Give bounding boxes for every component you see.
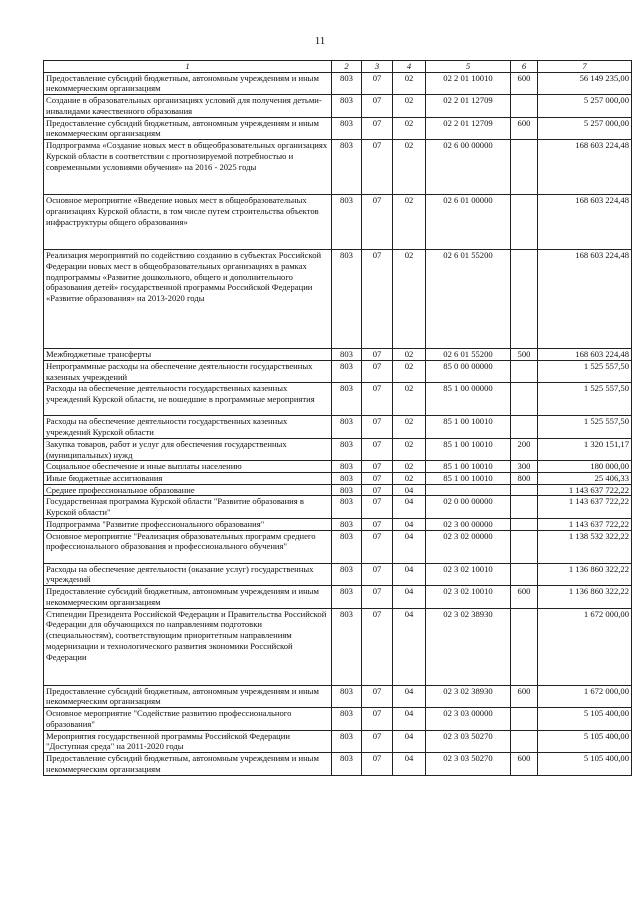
table-row [44, 72, 632, 94]
amount-cell: 1 525 557,50 [538, 383, 632, 416]
expense-name-cell: Межбюджетные трансферты [44, 349, 332, 361]
expense-type-cell: 200 [511, 438, 538, 460]
expense-type-cell: 600 [511, 753, 538, 775]
section-code-cell: 07 [362, 730, 393, 752]
amount-cell: 5 105 400,00 [538, 730, 632, 752]
department-code-cell: 803 [332, 461, 362, 473]
subsection-code-cell: 04 [393, 708, 426, 730]
section-code-cell: 07 [362, 461, 393, 473]
subsection-code-cell: 02 [393, 95, 426, 117]
subsection-code-cell: 04 [393, 563, 426, 585]
section-code-cell: 07 [362, 608, 393, 685]
expense-name-cell: Иные бюджетные ассигнования [44, 473, 332, 485]
subsection-code-cell: 02 [393, 438, 426, 460]
expense-name-cell: Основное мероприятие "Содействие развитию профессионального образования" [44, 708, 332, 730]
expense-type-cell [511, 383, 538, 416]
table-row [44, 383, 632, 416]
department-code-cell: 803 [332, 685, 362, 707]
expense-type-cell [511, 95, 538, 117]
target-article-cell: 02 3 02 38930 [426, 685, 511, 707]
table-row [44, 608, 632, 685]
subsection-code-cell: 02 [393, 360, 426, 382]
subsection-code-cell: 04 [393, 518, 426, 530]
target-article-cell: 02 2 01 12709 [426, 95, 511, 117]
table-row [44, 473, 632, 485]
table-row [44, 95, 632, 117]
section-code-cell: 07 [362, 416, 393, 438]
target-article-cell: 02 3 03 00000 [426, 708, 511, 730]
table-row [44, 140, 632, 195]
subsection-code-cell: 04 [393, 753, 426, 775]
department-code-cell: 803 [332, 563, 362, 585]
department-code-cell: 803 [332, 383, 362, 416]
expense-name-cell: Мероприятия государственной программы Российской Федерации "Доступная среда" на 2011-2020 годы [44, 730, 332, 752]
subsection-code-cell: 02 [393, 383, 426, 416]
section-code-cell: 07 [362, 586, 393, 608]
expense-name-cell: Социальное обеспечение и иные выплаты населению [44, 461, 332, 473]
target-article-cell: 02 2 01 12709 [426, 117, 511, 139]
target-article-cell: 02 3 02 10010 [426, 563, 511, 585]
expense-type-cell [511, 416, 538, 438]
section-code-cell: 07 [362, 530, 393, 563]
amount-cell: 180 000,00 [538, 461, 632, 473]
department-code-cell: 803 [332, 438, 362, 460]
expense-name-cell: Государственная программа Курской области "Развитие образования в Курской области" [44, 496, 332, 518]
target-article-cell: 02 2 01 10010 [426, 72, 511, 94]
section-code-cell: 07 [362, 250, 393, 349]
amount-cell: 25 406,33 [538, 473, 632, 485]
section-code-cell: 07 [362, 708, 393, 730]
amount-cell: 1 525 557,50 [538, 416, 632, 438]
target-article-cell: 85 1 00 10010 [426, 461, 511, 473]
target-article-cell: 02 3 02 10010 [426, 586, 511, 608]
subsection-code-cell: 02 [393, 195, 426, 250]
table-row [44, 117, 632, 139]
expense-name-cell: Реализация мероприятий по содействию созданию в субъектах Российской Федерации новых мест в общеобразовательных организациях в рамках подпрограммы «Развитие дошкольного, общего и дополнительного образования детей» государственной программы Российской Федерации «Развитие образования» на 2013-2020 годы [44, 250, 332, 349]
amount-cell: 1 136 860 322,22 [538, 563, 632, 585]
expense-type-cell [511, 140, 538, 195]
expense-type-cell: 600 [511, 117, 538, 139]
column-header: 6 [511, 61, 538, 73]
target-article-cell: 85 0 00 00000 [426, 360, 511, 382]
expense-type-cell [511, 518, 538, 530]
department-code-cell: 803 [332, 496, 362, 518]
subsection-code-cell: 04 [393, 730, 426, 752]
target-article-cell [426, 484, 511, 496]
amount-cell: 1 525 557,50 [538, 360, 632, 382]
target-article-cell: 85 1 00 10010 [426, 416, 511, 438]
expense-type-cell: 500 [511, 349, 538, 361]
amount-cell: 168 603 224,48 [538, 349, 632, 361]
table-row [44, 484, 632, 496]
section-code-cell: 07 [362, 563, 393, 585]
expense-type-cell [511, 608, 538, 685]
amount-cell: 5 257 000,00 [538, 117, 632, 139]
department-code-cell: 803 [332, 608, 362, 685]
amount-cell: 1 143 637 722,22 [538, 518, 632, 530]
expense-type-cell: 600 [511, 685, 538, 707]
table-row [44, 586, 632, 608]
section-code-cell: 07 [362, 473, 393, 485]
table-row [44, 753, 632, 775]
expense-name-cell: Закупка товаров, работ и услуг для обеспечения государственных (муниципальных) нужд [44, 438, 332, 460]
subsection-code-cell: 04 [393, 484, 426, 496]
expense-name-cell: Предоставление субсидий бюджетным, автономным учреждениям и иным некоммерческим организациям [44, 685, 332, 707]
amount-cell: 168 603 224,48 [538, 195, 632, 250]
subsection-code-cell: 02 [393, 473, 426, 485]
department-code-cell: 803 [332, 117, 362, 139]
department-code-cell: 803 [332, 95, 362, 117]
amount-cell: 1 143 637 722,22 [538, 496, 632, 518]
amount-cell: 1 320 151,17 [538, 438, 632, 460]
subsection-code-cell: 04 [393, 608, 426, 685]
expense-type-cell [511, 360, 538, 382]
section-code-cell: 07 [362, 685, 393, 707]
expense-type-cell [511, 250, 538, 349]
column-header: 7 [538, 61, 632, 73]
subsection-code-cell: 04 [393, 586, 426, 608]
amount-cell: 56 149 235,00 [538, 72, 632, 94]
expense-name-cell: Расходы на обеспечение деятельности государственных казенных учреждений Курской области [44, 416, 332, 438]
target-article-cell: 02 6 01 55200 [426, 349, 511, 361]
amount-cell: 168 603 224,48 [538, 140, 632, 195]
section-code-cell: 07 [362, 438, 393, 460]
table-row [44, 416, 632, 438]
expense-name-cell: Предоставление субсидий бюджетным, автономным учреждениям и иным некоммерческим организациям [44, 586, 332, 608]
expense-type-cell [511, 484, 538, 496]
department-code-cell: 803 [332, 349, 362, 361]
amount-cell: 1 143 637 722,22 [538, 484, 632, 496]
target-article-cell: 85 1 00 10010 [426, 438, 511, 460]
department-code-cell: 803 [332, 360, 362, 382]
target-article-cell: 02 6 01 55200 [426, 250, 511, 349]
expense-type-cell: 300 [511, 461, 538, 473]
target-article-cell: 02 3 02 00000 [426, 530, 511, 563]
section-code-cell: 07 [362, 518, 393, 530]
table-row [44, 461, 632, 473]
subsection-code-cell: 02 [393, 349, 426, 361]
department-code-cell: 803 [332, 484, 362, 496]
table-row [44, 360, 632, 382]
table-row [44, 496, 632, 518]
section-code-cell: 07 [362, 496, 393, 518]
section-code-cell: 07 [362, 753, 393, 775]
expense-type-cell [511, 563, 538, 585]
section-code-cell: 07 [362, 383, 393, 416]
target-article-cell: 02 3 00 00000 [426, 518, 511, 530]
column-header: 5 [426, 61, 511, 73]
subsection-code-cell: 04 [393, 530, 426, 563]
department-code-cell: 803 [332, 753, 362, 775]
amount-cell: 1 136 860 322,22 [538, 586, 632, 608]
expense-type-cell [511, 708, 538, 730]
department-code-cell: 803 [332, 708, 362, 730]
subsection-code-cell: 04 [393, 685, 426, 707]
expense-type-cell [511, 496, 538, 518]
subsection-code-cell: 02 [393, 416, 426, 438]
column-header: 1 [44, 61, 332, 73]
target-article-cell: 02 3 03 50270 [426, 753, 511, 775]
department-code-cell: 803 [332, 473, 362, 485]
page-number: 11 [314, 35, 326, 47]
target-article-cell: 85 1 00 10010 [426, 473, 511, 485]
target-article-cell: 02 6 01 00000 [426, 195, 511, 250]
section-code-cell: 07 [362, 484, 393, 496]
table-row [44, 563, 632, 585]
section-code-cell: 07 [362, 195, 393, 250]
department-code-cell: 803 [332, 250, 362, 349]
department-code-cell: 803 [332, 140, 362, 195]
amount-cell: 1 672 000,00 [538, 685, 632, 707]
table-row [44, 195, 632, 250]
expense-name-cell: Расходы на обеспечение деятельности (оказание услуг) государственных учреждений [44, 563, 332, 585]
expense-name-cell: Основное мероприятие "Реализация образовательных программ среднего профессионального образования и профессионального обучения" [44, 530, 332, 563]
budget-table [43, 60, 632, 776]
table-row [44, 730, 632, 752]
expense-type-cell [511, 730, 538, 752]
table-row [44, 708, 632, 730]
subsection-code-cell: 02 [393, 250, 426, 349]
expense-name-cell: Основное мероприятие «Введение новых мест в общеобразовательных организациях Курской области, в том числе путем строительства объектов инфраструктуры общего образования» [44, 195, 332, 250]
expense-name-cell: Предоставление субсидий бюджетным, автономным учреждениям и иным некоммерческим организациям [44, 117, 332, 139]
department-code-cell: 803 [332, 518, 362, 530]
expense-name-cell: Подпрограмма «Создание новых мест в общеобразовательных организациях Курской области в соответствии с прогнозируемой потребностью и современными условиями обучения» на 2016 - 2025 годы [44, 140, 332, 195]
subsection-code-cell: 04 [393, 496, 426, 518]
target-article-cell: 85 1 00 00000 [426, 383, 511, 416]
target-article-cell: 02 6 00 00000 [426, 140, 511, 195]
table-row [44, 685, 632, 707]
table-row [44, 518, 632, 530]
section-code-cell: 07 [362, 360, 393, 382]
table-row [44, 438, 632, 460]
department-code-cell: 803 [332, 586, 362, 608]
column-header: 2 [332, 61, 362, 73]
expense-type-cell: 600 [511, 586, 538, 608]
expense-name-cell: Предоставление субсидий бюджетным, автономным учреждениям и иным некоммерческим организациям [44, 753, 332, 775]
amount-cell: 5 105 400,00 [538, 753, 632, 775]
expense-name-cell: Стипендии Президента Российской Федерации и Правительства Российской Федерации для обучающихся по направлениям подготовки (специальностям), соответствующим приоритетным направлениям модернизации и технологического развития экономики Российской Федерации [44, 608, 332, 685]
department-code-cell: 803 [332, 195, 362, 250]
section-code-cell: 07 [362, 117, 393, 139]
column-header: 3 [362, 61, 393, 73]
expense-type-cell: 800 [511, 473, 538, 485]
expense-name-cell: Создание в образовательных организациях условий для получения детьми-инвалидами качественного образования [44, 95, 332, 117]
subsection-code-cell: 02 [393, 461, 426, 473]
expense-type-cell [511, 530, 538, 563]
department-code-cell: 803 [332, 730, 362, 752]
expense-name-cell: Расходы на обеспечение деятельности государственных казенных учреждений Курской области, не вошедшие в программные мероприятия [44, 383, 332, 416]
amount-cell: 5 105 400,00 [538, 708, 632, 730]
section-code-cell: 07 [362, 72, 393, 94]
subsection-code-cell: 02 [393, 140, 426, 195]
section-code-cell: 07 [362, 95, 393, 117]
section-code-cell: 07 [362, 140, 393, 195]
target-article-cell: 02 0 00 00000 [426, 496, 511, 518]
amount-cell: 5 257 000,00 [538, 95, 632, 117]
expense-name-cell: Среднее профессиональное образование [44, 484, 332, 496]
expense-name-cell: Подпрограмма "Развитие профессионального образования" [44, 518, 332, 530]
target-article-cell: 02 3 03 50270 [426, 730, 511, 752]
department-code-cell: 803 [332, 72, 362, 94]
expense-type-cell: 600 [511, 72, 538, 94]
amount-cell: 1 138 532 322,22 [538, 530, 632, 563]
expense-type-cell [511, 195, 538, 250]
expense-name-cell: Непрограммные расходы на обеспечение деятельности государственных казенных учреждений [44, 360, 332, 382]
section-code-cell: 07 [362, 349, 393, 361]
department-code-cell: 803 [332, 416, 362, 438]
column-header: 4 [393, 61, 426, 73]
amount-cell: 1 672 000,00 [538, 608, 632, 685]
table-row [44, 530, 632, 563]
subsection-code-cell: 02 [393, 72, 426, 94]
table-row [44, 250, 632, 349]
department-code-cell: 803 [332, 530, 362, 563]
header-row [44, 61, 632, 73]
amount-cell: 168 603 224,48 [538, 250, 632, 349]
target-article-cell: 02 3 02 38930 [426, 608, 511, 685]
subsection-code-cell: 02 [393, 117, 426, 139]
expense-name-cell: Предоставление субсидий бюджетным, автономным учреждениям и иным некоммерческим организациям [44, 72, 332, 94]
table-row [44, 349, 632, 361]
